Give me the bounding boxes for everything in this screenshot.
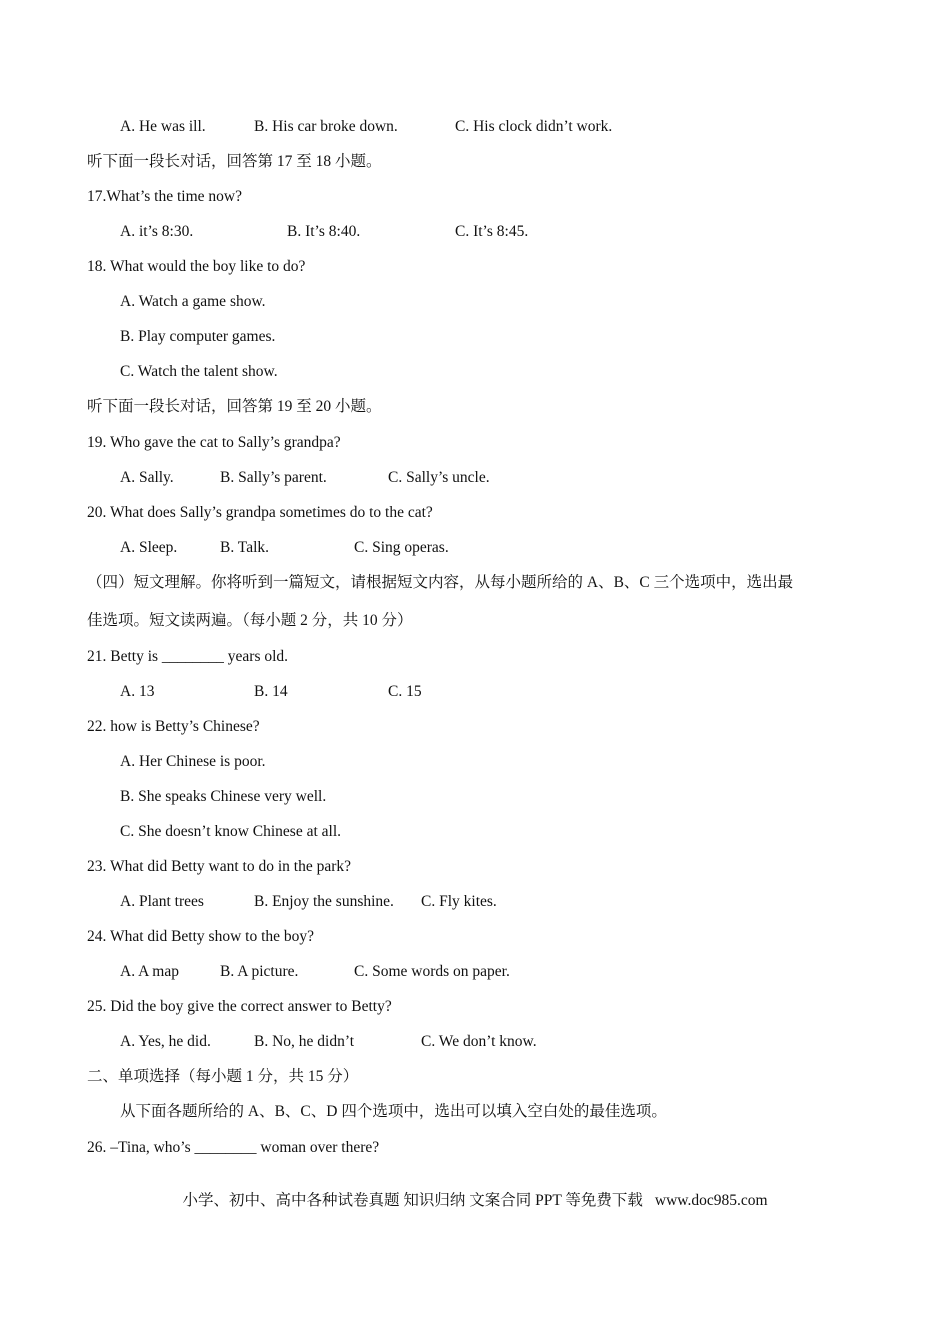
instruction-19-20: 听下面一段长对话，回答第 19 至 20 小题。 bbox=[87, 398, 382, 415]
footer-text: 小学、初中、高中各种试卷真题 知识归纳 文案合同 PPT 等免费下载 bbox=[182, 1192, 643, 1209]
q23-option-a: A. Plant trees bbox=[120, 893, 204, 910]
q17-stem: 17.What’s the time now? bbox=[87, 188, 242, 205]
section4-instruction-line2: 佳选项。短文读两遍。（每小题 2 分，共 10 分） bbox=[87, 612, 413, 629]
q19-stem: 19. Who gave the cat to Sally’s grandpa? bbox=[87, 434, 341, 451]
q25-option-c: C. We don’t know. bbox=[421, 1033, 537, 1050]
q23-stem: 23. What did Betty want to do in the park? bbox=[87, 858, 352, 875]
q22-option-c: C. She doesn’t know Chinese at all. bbox=[120, 823, 341, 840]
q16-option-a: A. He was ill. bbox=[120, 118, 206, 135]
q19-option-b: B. Sally’s parent. bbox=[220, 469, 327, 486]
q19-option-c: C. Sally’s uncle. bbox=[388, 469, 490, 486]
q25-option-a: A. Yes, he did. bbox=[120, 1033, 211, 1050]
q21-option-a: A. 13 bbox=[120, 683, 155, 700]
q24-option-a: A. A map bbox=[120, 963, 179, 980]
q21-option-c: C. 15 bbox=[388, 683, 422, 700]
q23-option-b: B. Enjoy the sunshine. bbox=[254, 893, 394, 910]
section4-instruction-line1: （四）短文理解。你将听到一篇短文，请根据短文内容，从每小题所给的 A、B、C 三个选项中，选出最 bbox=[87, 574, 794, 591]
q18-option-b: B. Play computer games. bbox=[120, 328, 276, 345]
q17-option-a: A. it’s 8:30. bbox=[120, 223, 194, 240]
q22-stem: 22. how is Betty’s Chinese? bbox=[87, 718, 260, 735]
q25-stem: 25. Did the boy give the correct answer to Betty? bbox=[87, 998, 392, 1015]
q24-option-c: C. Some words on paper. bbox=[354, 963, 510, 980]
q21-stem: 21. Betty is ________ years old. bbox=[87, 648, 289, 665]
q26-stem: 26. –Tina, who’s ________ woman over there? bbox=[87, 1139, 380, 1156]
q25-option-b: B. No, he didn’t bbox=[254, 1033, 355, 1050]
q17-option-b: B. It’s 8:40. bbox=[287, 223, 361, 240]
q20-option-c: C. Sing operas. bbox=[354, 539, 449, 556]
q20-stem: 20. What does Sally’s grandpa sometimes do to the cat? bbox=[87, 504, 433, 521]
q23-option-c: C. Fly kites. bbox=[421, 893, 497, 910]
q24-option-b: B. A picture. bbox=[220, 963, 299, 980]
q16-option-c: C. His clock didn’t work. bbox=[455, 118, 613, 135]
q18-option-c: C. Watch the talent show. bbox=[120, 363, 278, 380]
q20-option-a: A. Sleep. bbox=[120, 539, 178, 556]
part2-instruction: 从下面各题所给的 A、B、C、D 四个选项中，选出可以填入空白处的最佳选项。 bbox=[120, 1103, 667, 1120]
q19-option-a: A. Sally. bbox=[120, 469, 174, 486]
q21-option-b: B. 14 bbox=[254, 683, 288, 700]
instruction-17-18: 听下面一段长对话，回答第 17 至 18 小题。 bbox=[87, 153, 382, 170]
footer-url[interactable]: www.doc985.com bbox=[654, 1192, 768, 1209]
q18-stem: 18. What would the boy like to do? bbox=[87, 258, 306, 275]
q22-option-a: A. Her Chinese is poor. bbox=[120, 753, 266, 770]
q16-option-b: B. His car broke down. bbox=[254, 118, 398, 135]
part2-heading: 二、单项选择（每小题 1 分，共 15 分） bbox=[87, 1068, 359, 1085]
page-footer bbox=[0, 1191, 950, 1211]
q20-option-b: B. Talk. bbox=[220, 539, 270, 556]
q17-option-c: C. It’s 8:45. bbox=[455, 223, 529, 240]
q24-stem: 24. What did Betty show to the boy? bbox=[87, 928, 315, 945]
q22-option-b: B. She speaks Chinese very well. bbox=[120, 788, 327, 805]
q18-option-a: A. Watch a game show. bbox=[120, 293, 266, 310]
